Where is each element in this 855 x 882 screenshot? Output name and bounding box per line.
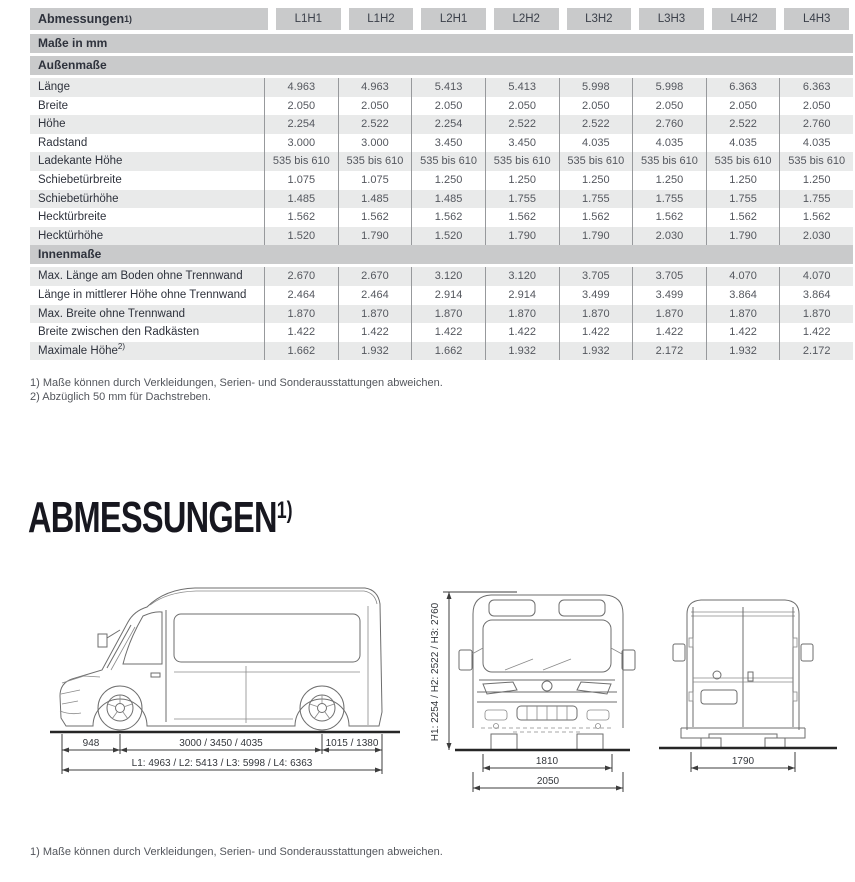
value-cell: 1.250 [559,171,633,190]
value-cell: 2.172 [779,342,853,361]
hinge-top-right [793,638,797,647]
column-header: L4H3 [784,8,849,30]
value-cell: 4.035 [706,134,780,153]
row-label: Radstand [38,136,88,149]
dimensions-table [30,8,853,404]
wipers [505,659,571,670]
windshield-line [107,625,131,668]
mirror-left [673,644,685,661]
rear-door-handle [748,672,753,681]
value-cell: 2.050 [779,97,853,116]
value-cell: 1.870 [338,305,412,324]
value-cell: 3.864 [779,286,853,305]
value-cell: 4.070 [779,267,853,286]
table-row [30,227,853,246]
mirror-left [459,650,472,670]
column-header: L1H1 [276,8,341,30]
value-cell: 1.485 [411,190,485,209]
value-cell: 6.363 [779,78,853,97]
mirror-arms [472,648,622,654]
value-cell: 5.998 [632,78,706,97]
van-rear-view-drawing [645,580,850,805]
page-title [28,493,293,542]
value-cell: 2.670 [338,267,412,286]
value-cell: 1.790 [338,227,412,246]
value-cell: 1.250 [485,171,559,190]
dim-total-length: L1: 4963 / L2: 5413 / L3: 5998 / L4: 6363 [131,758,313,769]
dim-height-label: H1: 2254 / H2: 2522 / H3: 2760 [430,602,441,742]
value-cell: 3.499 [559,286,633,305]
value-cell: 3.450 [411,134,485,153]
value-cell: 2.522 [338,115,412,134]
value-cell: 1.755 [559,190,633,209]
value-cell: 1.755 [632,190,706,209]
row-label: Hecktürbreite [38,211,107,224]
value-cell: 1.485 [264,190,338,209]
footnote-2: 2) Abzüglich 50 mm für Dachstreben. [30,391,211,404]
grille-lines [60,690,81,714]
value-cell: 535 bis 610 [706,152,780,171]
hinge-bottom-right [793,692,797,701]
value-cell: 3.864 [706,286,780,305]
table-title-text: Abmessungen [38,12,125,26]
value-cell: 3.000 [264,134,338,153]
column-headers [272,8,853,30]
value-cell: 2.050 [338,97,412,116]
headlight-line [62,676,100,683]
value-cell: 2.670 [264,267,338,286]
value-cell: 2.254 [264,115,338,134]
value-cell: 1.932 [559,342,633,361]
dim-wheelbase: 3000 / 3450 / 4035 [179,738,263,749]
value-cell: 1.562 [632,208,706,227]
rear-wheel [300,686,344,730]
value-cell: 2.050 [264,97,338,116]
value-cell: 4.035 [559,134,633,153]
value-cell: 1.562 [706,208,780,227]
value-cell: 1.870 [485,305,559,324]
front-wheel-left [491,734,517,750]
value-cell: 2.464 [338,286,412,305]
value-cell: 2.050 [485,97,559,116]
value-cell: 1.562 [485,208,559,227]
value-cell: 2.254 [411,115,485,134]
value-cell: 1.485 [338,190,412,209]
page-title-text: ABMESSUNGEN [28,493,277,542]
value-cell: 1.870 [559,305,633,324]
roof-hatch-right [559,600,605,616]
value-cell: 2.522 [559,115,633,134]
table-row [30,97,853,116]
value-cell: 2.464 [264,286,338,305]
value-cell: 5.413 [485,78,559,97]
front-body-outline [473,595,623,728]
value-cell: 1.790 [559,227,633,246]
value-cell: 1.932 [706,342,780,361]
windshield [483,620,611,672]
value-cell: 1.755 [706,190,780,209]
value-cell: 1.422 [559,323,633,342]
value-cell: 1.520 [264,227,338,246]
value-cell: 1.562 [264,208,338,227]
mirror-right [622,650,635,670]
value-cell: 1.250 [779,171,853,190]
value-cell: 1.932 [338,342,412,361]
value-cell: 1.662 [264,342,338,361]
dimensions-table-body [30,56,853,360]
license-plate-recess [701,690,737,704]
value-cell: 1.422 [338,323,412,342]
row-label: Länge in mittlerer Höhe ohne Trennwand [38,288,247,301]
hinge-bottom-left [689,692,693,701]
value-cell: 2.050 [632,97,706,116]
table-row [30,190,853,209]
value-cell: 2.760 [779,115,853,134]
column-header: L1H2 [349,8,414,30]
table-row [30,267,853,286]
side-mirror [98,634,107,647]
column-header: L2H1 [421,8,486,30]
value-cell: 535 bis 610 [559,152,633,171]
table-row [30,286,853,305]
roof-hatch-left [489,600,535,616]
table-row [30,171,853,190]
value-cell: 5.998 [559,78,633,97]
value-cell: 535 bis 610 [338,152,412,171]
hinge-top-left [689,638,693,647]
dim-track-width: 1810 [535,756,559,767]
value-cell: 535 bis 610 [632,152,706,171]
value-cell: 535 bis 610 [264,152,338,171]
fog-housing-left [485,710,507,720]
mirror-arm [107,630,120,638]
value-cell: 1.422 [485,323,559,342]
page-title-footnote-marker: 1) [276,497,293,524]
value-cell: 4.070 [706,267,780,286]
column-header: L4H2 [712,8,777,30]
value-cell: 3.499 [632,286,706,305]
column-header: L3H3 [639,8,704,30]
rear-door-seams [693,607,793,727]
lower-bumper-lines [481,728,613,732]
value-cell: 1.250 [706,171,780,190]
value-cell: 1.562 [338,208,412,227]
value-cell: 1.075 [264,171,338,190]
value-cell: 1.562 [559,208,633,227]
value-cell: 5.413 [411,78,485,97]
rear-wheel-left [701,738,721,748]
row-label: Max. Länge am Boden ohne Trennwand [38,270,243,283]
cargo-window [174,614,360,662]
dim-rear-overhang: 1015 / 1380 [325,738,379,749]
value-cell: 2.522 [485,115,559,134]
table-row [30,152,853,171]
fog-housing-right [587,710,609,720]
value-cell: 3.450 [485,134,559,153]
value-cell: 4.035 [779,134,853,153]
table-row [30,208,853,227]
value-cell: 1.790 [485,227,559,246]
value-cell: 4.035 [632,134,706,153]
table-row [30,342,853,361]
table-title: Abmessungen 1) [30,8,268,30]
value-cell: 535 bis 610 [411,152,485,171]
row-label: Schiebetürhöhe [38,192,119,205]
value-cell: 3.705 [559,267,633,286]
value-cell: 2.760 [632,115,706,134]
value-cell: 1.562 [779,208,853,227]
grille-band [477,680,617,692]
value-cell: 1.422 [632,323,706,342]
intake-slats [527,706,567,720]
value-cell: 3.705 [632,267,706,286]
rear-bumper [681,728,805,738]
front-wheel-right [577,734,603,750]
value-cell: 1.075 [338,171,412,190]
table-row [30,305,853,324]
dim-overall-width: 2050 [536,776,560,787]
value-cell: 535 bis 610 [779,152,853,171]
table-row [30,323,853,342]
row-label: Schiebetürbreite [38,173,122,186]
table-row [30,78,853,97]
value-cell: 1.562 [411,208,485,227]
column-header: L3H2 [567,8,632,30]
value-cell: 2.050 [411,97,485,116]
unit-bar: Maße in mm [30,34,853,53]
value-cell: 2.172 [632,342,706,361]
dim-front-overhang: 948 [82,738,100,749]
footnote-1: 1) Maße können durch Verkleidungen, Serien- und Sonderausstattungen abweichen. [30,377,443,390]
value-cell: 1.790 [706,227,780,246]
row-label: Breite zwischen den Radkästen [38,326,200,339]
value-cell: 1.870 [779,305,853,324]
value-cell: 1.755 [779,190,853,209]
value-cell: 1.755 [485,190,559,209]
value-cell: 2.522 [706,115,780,134]
row-label: Länge [38,81,70,93]
row-label: Ladekante Höhe [38,155,123,168]
value-cell: 2.914 [411,286,485,305]
door-handle [151,673,160,677]
value-cell: 1.870 [411,305,485,324]
value-cell: 2.030 [779,227,853,246]
front-wheel [98,686,142,730]
value-cell: 1.422 [779,323,853,342]
value-cell: 535 bis 610 [485,152,559,171]
table-footnotes [30,376,853,404]
value-cell: 1.250 [632,171,706,190]
value-cell: 6.363 [706,78,780,97]
row-label: Höhe [38,118,66,131]
value-cell: 1.422 [411,323,485,342]
roof-inner-line [150,591,377,605]
table-row [30,134,853,153]
dim-rear-width: 1790 [731,756,755,767]
value-cell: 1.422 [264,323,338,342]
value-cell: 1.422 [706,323,780,342]
bottom-footnote: 1) Maße können durch Verkleidungen, Serien- und Sonderausstattungen abweichen. [30,846,443,858]
rear-wheel-right [765,738,785,748]
van-front-view-drawing [425,580,640,805]
row-label: Max. Breite ohne Trennwand [38,307,186,320]
brand-logo [542,681,552,691]
value-cell: 4.963 [264,78,338,97]
value-cell: 3.000 [338,134,412,153]
value-cell: 2.030 [632,227,706,246]
value-cell: 3.120 [485,267,559,286]
row-label: Breite [38,99,69,112]
row-label: Maximale Höhe$^{2)}$ [38,341,126,357]
value-cell: 1.870 [632,305,706,324]
value-cell: 1.870 [706,305,780,324]
technical-drawings [0,580,855,808]
table-header-row [30,8,853,30]
value-cell: 2.914 [485,286,559,305]
value-cell: 1.520 [411,227,485,246]
footnote-marker: 2) [117,341,126,351]
van-side-view-drawing [50,580,400,800]
value-cell: 1.250 [411,171,485,190]
table-row [30,115,853,134]
value-cell: 4.963 [338,78,412,97]
van-body-outline [60,588,382,726]
value-cell: 1.870 [264,305,338,324]
value-cell: 1.662 [411,342,485,361]
column-header: L2H2 [494,8,559,30]
mirror-right [801,644,813,661]
section-header: Außenmaße [30,56,853,75]
value-cell: 2.050 [706,97,780,116]
section-header: Innenmaße [30,245,853,264]
row-label: Hecktürhöhe [38,229,104,242]
value-cell: 2.050 [559,97,633,116]
value-cell: 1.932 [485,342,559,361]
value-cell: 3.120 [411,267,485,286]
